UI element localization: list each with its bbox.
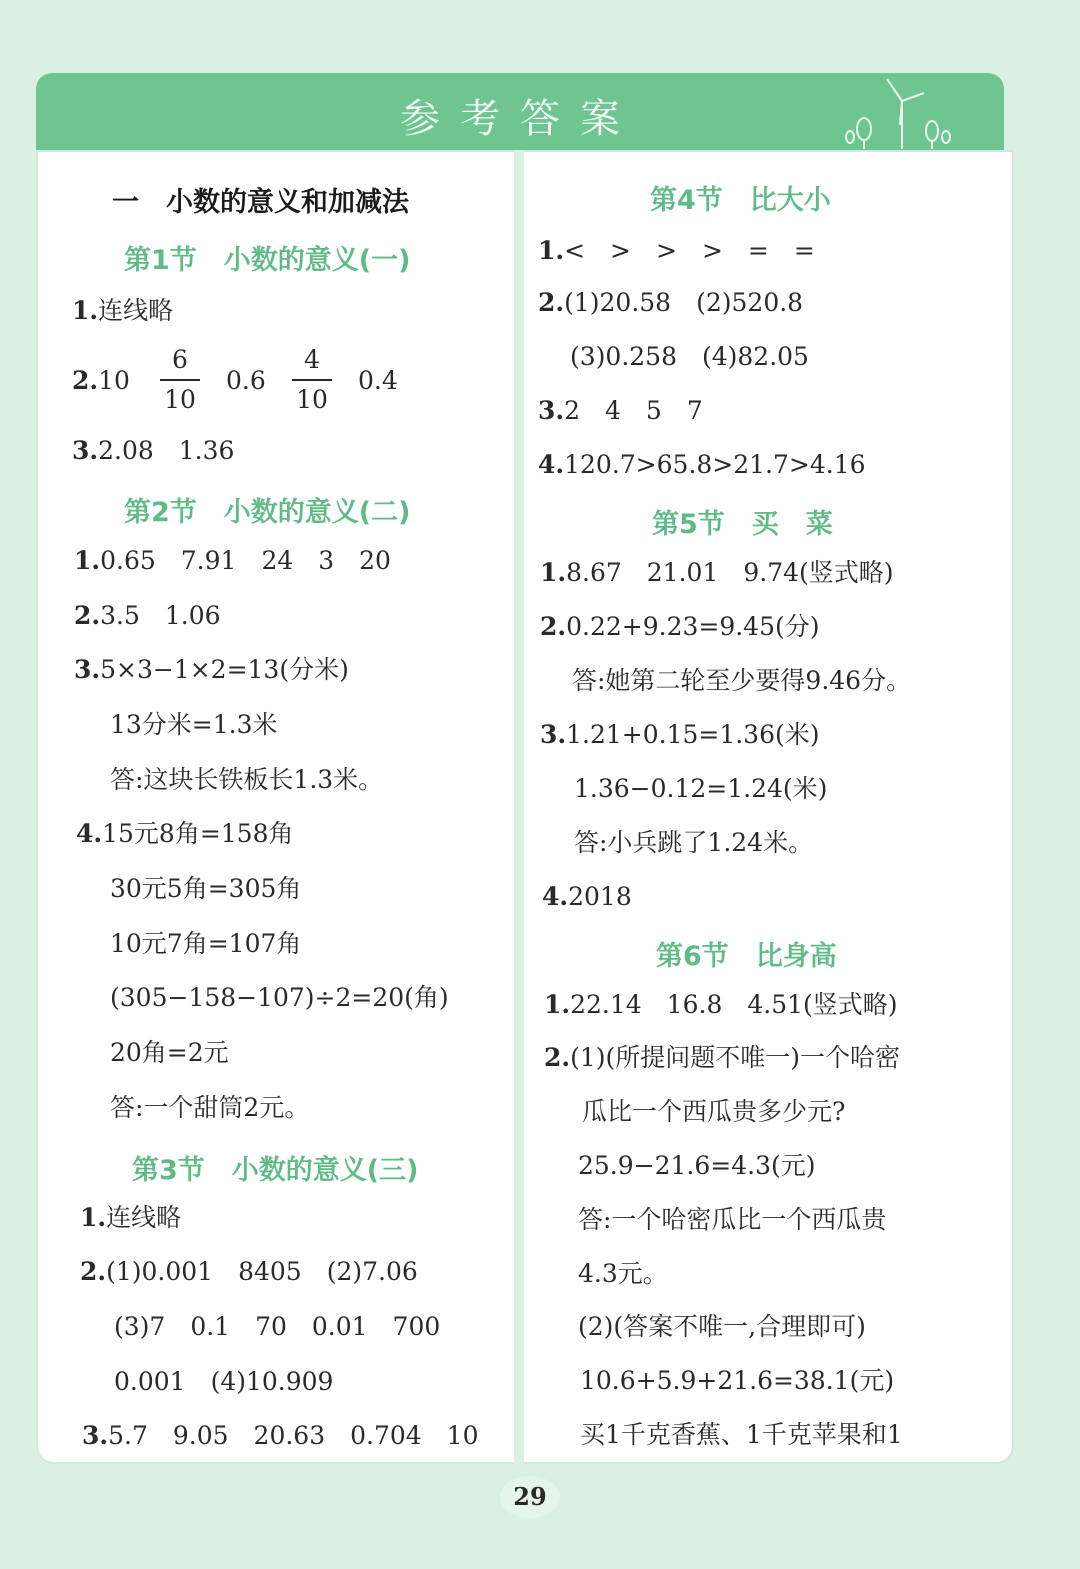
answer-line: 13分米=1.3米 xyxy=(110,710,278,739)
section-heading: 第3节 小数的意义(三) xyxy=(132,1155,419,1186)
page-number: 29 xyxy=(500,1476,560,1518)
answer-item: 2.(1)20.58 (2)520.8 xyxy=(538,288,804,317)
answer-line: 答:这块长铁板长1.3米。 xyxy=(110,765,384,794)
section-heading: 第1节 小数的意义(一) xyxy=(124,245,411,276)
answer-item: 1.8.67 21.01 9.74(竖式略) xyxy=(540,558,894,587)
answer-line: 买1千克香蕉、1千克苹果和1 xyxy=(580,1420,903,1449)
answer-item: 3.5×3−1×2=13(分米) xyxy=(74,655,349,684)
column-divider xyxy=(514,150,524,1464)
fraction: 4 10 xyxy=(292,345,332,415)
answer-item: 1.< > > > = = xyxy=(538,236,815,265)
answer-item: 4.2018 xyxy=(542,882,632,911)
answer-line: 10元7角=107角 xyxy=(110,929,302,958)
answer-item: 1.22.14 16.8 4.51(竖式略) xyxy=(544,990,898,1019)
answer-line: (3)7 0.1 70 0.01 700 xyxy=(114,1312,441,1341)
answer-line: 0.001 (4)10.909 xyxy=(114,1367,334,1396)
chapter-heading: 一 小数的意义和加减法 xyxy=(112,187,409,218)
answer-line: (305−158−107)÷2=20(角) xyxy=(110,983,449,1012)
answer-item: 3.2.08 1.36 xyxy=(72,436,235,465)
answer-item: 1.连线略 xyxy=(72,296,174,325)
answer-line: 25.9−21.6=4.3(元) xyxy=(578,1151,816,1180)
answer-item: 4.120.7>65.8>21.7>4.16 xyxy=(538,450,866,479)
header-banner xyxy=(36,73,1004,151)
answer-value: 0.4 xyxy=(358,366,398,395)
answer-item: 4.15元8角=158角 xyxy=(76,819,294,848)
answer-line: 30元5角=305角 xyxy=(110,874,302,903)
answer-item: 2.3.5 1.06 xyxy=(74,601,221,630)
page-title: 参考答案 xyxy=(400,96,640,142)
answer-item: 3.2 4 5 7 xyxy=(538,396,703,425)
section-heading: 第5节 买 菜 xyxy=(652,509,833,540)
answer-item: 2.(1)0.001 8405 (2)7.06 xyxy=(80,1257,418,1286)
fraction: 6 10 xyxy=(160,345,200,415)
section-heading: 第6节 比身高 xyxy=(656,941,837,972)
answer-item: 3.5.7 9.05 20.63 0.704 10 xyxy=(82,1421,479,1450)
answer-line: 4.3元。 xyxy=(578,1259,668,1288)
answer-item: 3.1.21+0.15=1.36(米) xyxy=(540,720,820,749)
answer-line: (3)0.258 (4)82.05 xyxy=(570,342,809,371)
section-heading: 第4节 比大小 xyxy=(650,185,831,216)
answer-line: 答:她第二轮至少要得9.46分。 xyxy=(572,666,912,695)
answer-line: 10.6+5.9+21.6=38.1(元) xyxy=(580,1366,895,1395)
windmill-icon xyxy=(842,73,962,151)
answer-line: (2)(答案不唯一,合理即可) xyxy=(578,1312,866,1341)
answer-line: 答:小兵跳了1.24米。 xyxy=(574,828,814,857)
answer-line: 1.36−0.12=1.24(米) xyxy=(574,774,828,803)
answer-item: 1.连线略 xyxy=(80,1203,182,1232)
answer-value: 0.6 xyxy=(226,366,266,395)
answer-line: 答:一个哈密瓜比一个西瓜贵 xyxy=(578,1205,887,1234)
section-heading: 第2节 小数的意义(二) xyxy=(124,497,411,528)
answer-item: 1.0.65 7.91 24 3 20 xyxy=(74,546,391,575)
answer-line: 20角=2元 xyxy=(110,1038,229,1067)
answer-item: 2.0.22+9.23=9.45(分) xyxy=(540,612,820,641)
answer-item: 2.(1)(所提问题不唯一)一个哈密 xyxy=(544,1043,901,1072)
answer-line: 答:一个甜筒2元。 xyxy=(110,1093,310,1122)
answer-item: 2.10 xyxy=(72,366,130,395)
answer-line: 瓜比一个西瓜贵多少元? xyxy=(582,1097,846,1126)
